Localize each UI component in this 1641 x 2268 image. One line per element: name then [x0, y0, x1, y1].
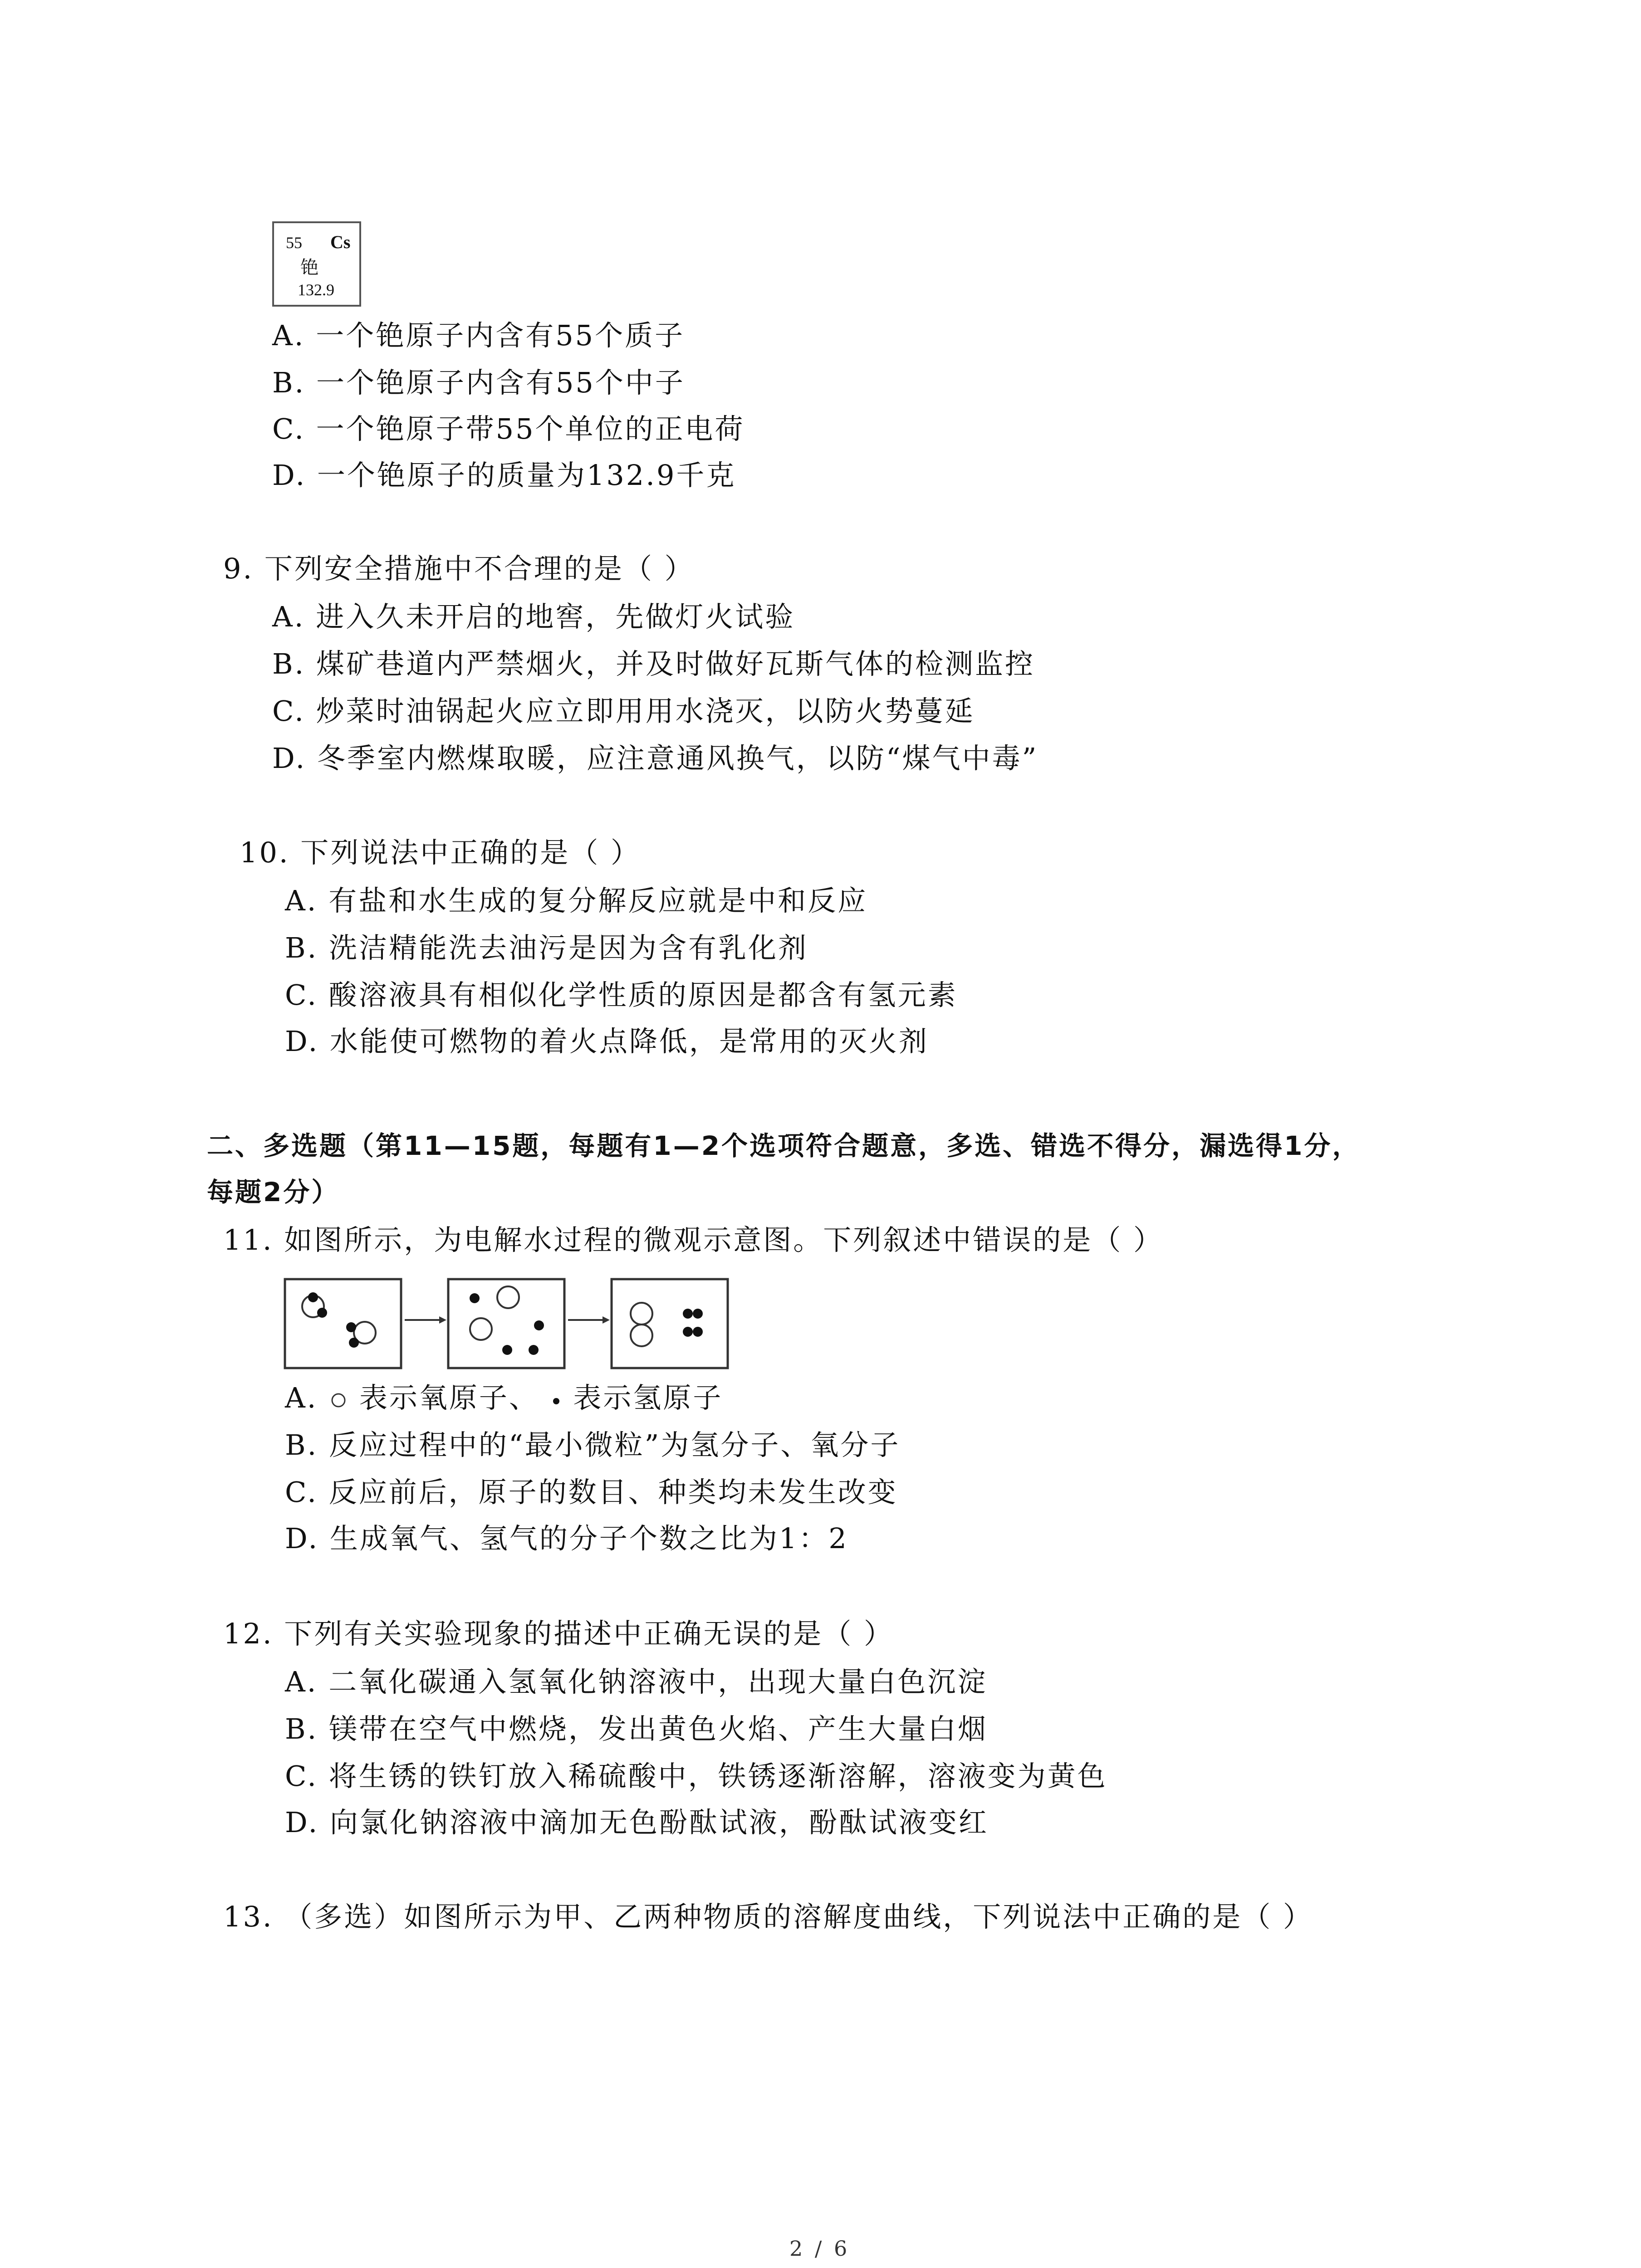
hydrogen-atom-icon: [550, 1390, 563, 1410]
hydrogen-atom: [317, 1308, 327, 1318]
arrow-head: [439, 1316, 446, 1324]
q10-option-c: C. 酸溶液具有相似化学性质的原因是都含有氢元素: [285, 978, 958, 1012]
q13-stem: 13. （多选）如图所示为甲、乙两种物质的溶解度曲线，下列说法中正确的是（ ）: [223, 1900, 1313, 1933]
element-name: 铯: [300, 257, 318, 278]
q11-option-a-prefix: A.: [285, 1381, 329, 1414]
atomic-number: 55: [286, 234, 302, 252]
oxygen-atom: [631, 1325, 652, 1346]
section-heading-multi-choice: 二、多选题（第11—15题，每题有1—2个选项符合题意，多选、错选不得分，漏选得1分，: [207, 1130, 1361, 1161]
q11-option-c: C. 反应前后，原子的数目、种类均未发生改变: [285, 1476, 898, 1509]
q12-option-c: C. 将生锈的铁钉放入稀硫酸中，铁锈逐渐溶解，溶液变为黄色: [285, 1760, 1107, 1793]
q11-option-a-mid: 表示氧原子、: [359, 1381, 539, 1414]
element-symbol: Cs: [330, 232, 351, 252]
hydrogen-atom: [693, 1327, 703, 1337]
hydrogen-atom: [683, 1327, 693, 1337]
q11-option-a-end: 表示氢原子: [573, 1381, 723, 1414]
electrolysis-diagram: [281, 1275, 744, 1374]
q8-option-d: D. 一个铯原子的质量为132.9千克: [272, 459, 736, 492]
q10-option-b: B. 洗洁精能洗去油污是因为含有乳化剂: [285, 931, 808, 964]
page-number: 2 / 6: [789, 2236, 850, 2261]
q8-option-c: C. 一个铯原子带55个单位的正电荷: [272, 412, 745, 445]
q11-option-b: B. 反应过程中的“最小微粒”为氢分子、氧分子: [285, 1428, 901, 1461]
q9-option-b: B. 煤矿巷道内严禁烟火，并及时做好瓦斯气体的检测监控: [272, 647, 1035, 680]
diagram-box-reactants: [285, 1279, 401, 1368]
hydrogen-atom: [470, 1293, 480, 1303]
arrow-head: [603, 1316, 610, 1324]
q8-option-b: B. 一个铯原子内含有55个中子: [272, 366, 685, 399]
q10-stem: 10. 下列说法中正确的是（ ）: [240, 836, 641, 869]
hydrogen-atom: [502, 1345, 512, 1355]
q12-option-d: D. 向氯化钠溶液中滴加无色酚酞试液，酚酞试液变红: [285, 1806, 989, 1839]
q8-option-a: A. 一个铯原子内含有55个质子: [272, 319, 685, 352]
oxygen-atom-icon: [328, 1390, 348, 1410]
atomic-mass: 132.9: [298, 281, 334, 299]
hydrogen-atom: [308, 1292, 318, 1302]
oxygen-atom: [631, 1303, 652, 1325]
hydrogen-atom: [346, 1322, 356, 1332]
q9-stem: 9. 下列安全措施中不合理的是（ ）: [223, 552, 695, 585]
q10-option-a: A. 有盐和水生成的复分解反应就是中和反应: [285, 884, 868, 917]
oxygen-atom: [470, 1318, 492, 1340]
diagram-box-products: [612, 1279, 728, 1368]
q11-option-d: D. 生成氧气、氢气的分子个数之比为1：2: [285, 1522, 848, 1555]
hydrogen-atom: [693, 1309, 703, 1319]
q12-stem: 12. 下列有关实验现象的描述中正确无误的是（ ）: [223, 1617, 894, 1650]
section-heading-multi-choice-cont: 每题2分）: [207, 1177, 340, 1207]
oxygen-atom: [497, 1286, 519, 1308]
q10-option-d: D. 水能使可燃物的着火点降低，是常用的灭火剂: [285, 1025, 929, 1058]
q11-stem: 11. 如图所示，为电解水过程的微观示意图。下列叙述中错误的是（ ）: [223, 1223, 1164, 1256]
q11-option-a: [285, 1380, 723, 1416]
hydrogen-atom: [529, 1345, 539, 1355]
q9-option-c: C. 炒菜时油锅起火应立即用用水浇灭，以防火势蔓延: [272, 694, 975, 728]
hydrogen-atom: [534, 1320, 544, 1330]
q12-option-b: B. 镁带在空气中燃烧，发出黄色火焰、产生大量白烟: [285, 1712, 988, 1745]
q9-option-a: A. 进入久未开启的地窖，先做灯火试验: [272, 600, 795, 633]
q9-option-d: D. 冬季室内燃煤取暖，应注意通风换气，以防“煤气中毒”: [272, 742, 1038, 775]
q12-option-a: A. 二氧化碳通入氢氧化钠溶液中，出现大量白色沉淀: [285, 1665, 988, 1698]
hydrogen-atom: [349, 1338, 359, 1348]
element-card-cesium: [272, 221, 361, 307]
hydrogen-atom: [683, 1309, 693, 1319]
